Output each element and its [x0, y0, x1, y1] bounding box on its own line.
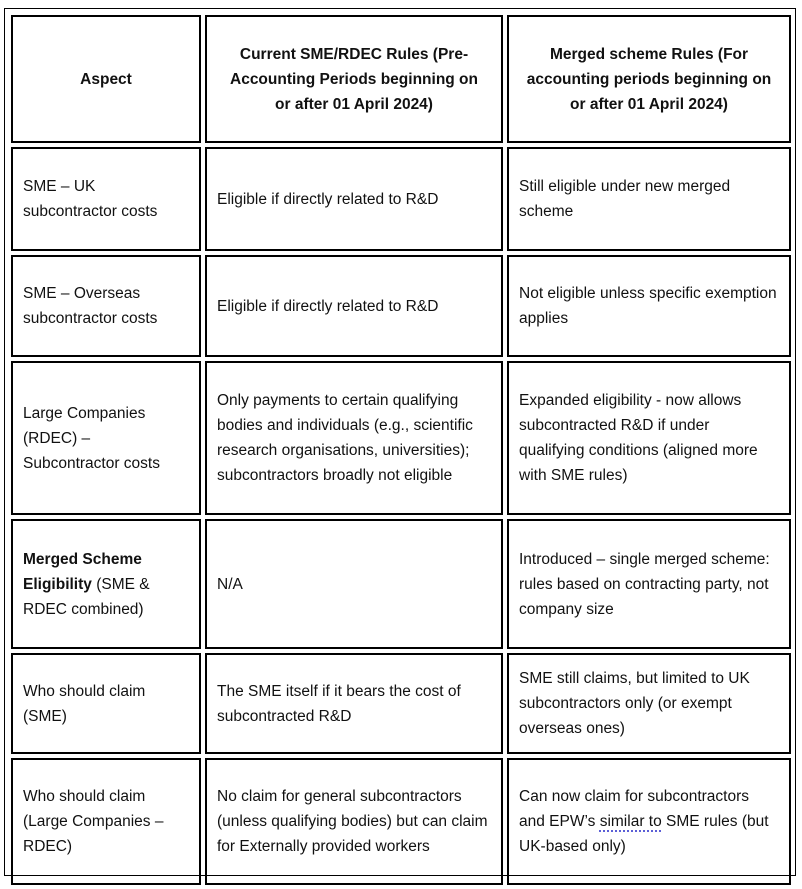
current-rule-cell: Only payments to certain qualifying bodies and individuals (e.g., scientific research organisations, universities); subcontractors broadly not eligible [205, 361, 503, 515]
table-row [11, 758, 791, 885]
header-current-rules: Current SME/RDEC Rules (Pre-Accounting Periods beginning on or after 01 April 2024) [205, 15, 503, 143]
current-rule-cell: Eligible if directly related to R&D [205, 255, 503, 357]
aspect-cell: Who should claim (Large Companies – RDEC) [11, 758, 201, 885]
aspect-cell: Large Companies (RDEC) – Subcontractor costs [11, 361, 201, 515]
aspect-cell: Who should claim (SME) [11, 653, 201, 754]
table-row [11, 653, 791, 754]
aspect-cell: SME – Overseas subcontractor costs [11, 255, 201, 357]
merged-rule-cell: Expanded eligibility - now allows subcontracted R&D if under qualifying conditions (aligned more with SME rules) [507, 361, 791, 515]
table-row [11, 519, 791, 649]
table-row [11, 147, 791, 251]
aspect-plain-text: (SME & RDEC combined) [23, 575, 150, 618]
merged-rule-cell: Introduced – single merged scheme: rules based on contracting party, not company size [507, 519, 791, 649]
aspect-bold-text: Merged Scheme Eligibility [23, 550, 142, 593]
merged-rule-cell: Still eligible under new merged scheme [507, 147, 791, 251]
header-merged-rules: Merged scheme Rules (For accounting periods beginning on or after 01 April 2024) [507, 15, 791, 143]
current-rule-cell: The SME itself if it bears the cost of subcontracted R&D [205, 653, 503, 754]
merged-rule-cell: Not eligible unless specific exemption applies [507, 255, 791, 357]
current-rule-cell: Eligible if directly related to R&D [205, 147, 503, 251]
table-row [11, 255, 791, 357]
current-rule-cell: N/A [205, 519, 503, 649]
merged-text-before: Can now claim for subcontractors and EPW’s [519, 788, 750, 830]
comparison-table [7, 11, 795, 889]
table-row [11, 361, 791, 515]
header-aspect: Aspect [11, 15, 201, 143]
grammar-flagged-text[interactable]: similar to [599, 813, 662, 830]
aspect-cell [11, 519, 201, 649]
merged-text-after: SME rules (but UK-based only) [519, 813, 769, 855]
current-rule-cell: No claim for general subcontractors (unless qualifying bodies) but can claim for Externally provided workers [205, 758, 503, 885]
merged-rule-cell [507, 758, 791, 885]
table-header-row [11, 15, 791, 143]
merged-rule-cell: SME still claims, but limited to UK subcontractors only (or exempt overseas ones) [507, 653, 791, 754]
aspect-cell: SME – UK subcontractor costs [11, 147, 201, 251]
